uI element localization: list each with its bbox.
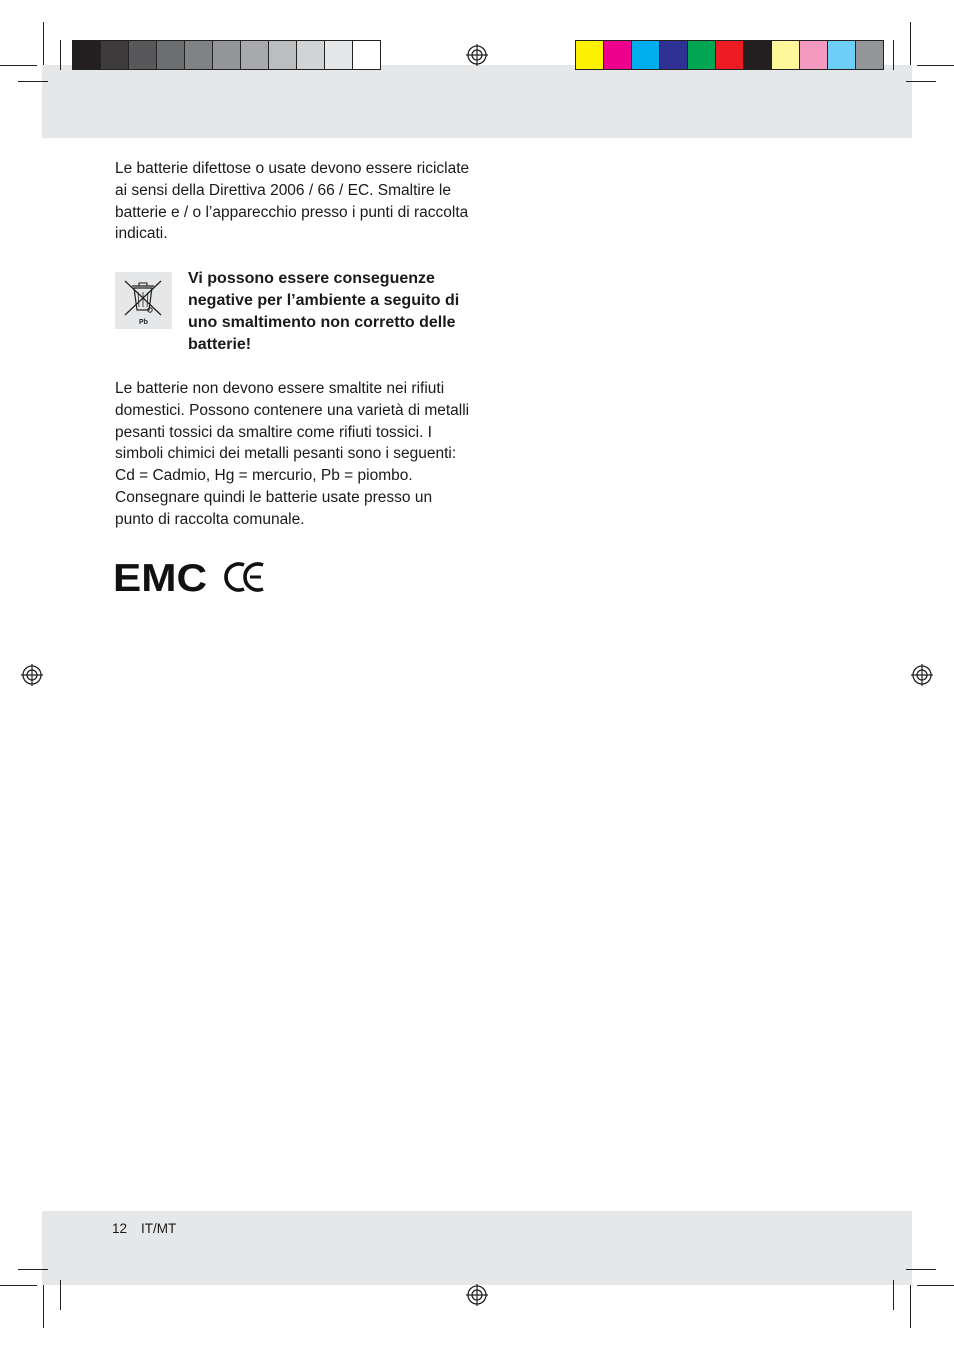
gray-swatch: [184, 40, 213, 70]
gray-swatch: [72, 40, 101, 70]
crossed-out-bin-icon: [115, 272, 172, 329]
color-swatch: [631, 40, 660, 70]
color-swatch: [855, 40, 884, 70]
color-swatch: [603, 40, 632, 70]
gray-swatch: [324, 40, 353, 70]
registration-mark-icon: [466, 1284, 488, 1306]
gray-swatch: [296, 40, 325, 70]
emc-mark: EMC: [113, 560, 207, 596]
color-swatch: [687, 40, 716, 70]
gray-swatch: [268, 40, 297, 70]
color-swatch: [743, 40, 772, 70]
warning-text: Vi possono essere conseguenze negative per l’ambiente a seguito di uno smaltimento non corretto delle batterie!: [188, 270, 460, 353]
pb-label: Pb: [139, 319, 148, 326]
grayscale-color-bar: [72, 40, 380, 70]
color-swatch: [799, 40, 828, 70]
color-swatch: [827, 40, 856, 70]
color-swatch: [715, 40, 744, 70]
ce-mark-icon: [226, 564, 263, 590]
header-band: [42, 65, 912, 138]
page-number: 12: [112, 1221, 128, 1236]
gray-swatch: [212, 40, 241, 70]
registration-mark-icon: [21, 664, 43, 686]
gray-swatch: [240, 40, 269, 70]
registration-mark-icon: [466, 44, 488, 66]
color-swatch: [659, 40, 688, 70]
gray-swatch: [100, 40, 129, 70]
gray-swatch: [156, 40, 185, 70]
battery-disposal-paragraph: Le batterie non devono essere smaltite nei rifiuti domestici. Possono contenere una varietà di metalli pesanti tossici da smaltire come rifiuti tossici. I simboli chimici dei metalli pesanti sono i seguenti: Cd = Cadmio, Hg = mercurio, Pb = piombo. Consegnare quindi le batterie usate presso un punto di raccolta comunale.: [115, 380, 470, 528]
battery-recycling-paragraph: Le batterie difettose o usate devono essere riciclate ai sensi della Direttiva 2006 / 66 / EC. Smaltire le batterie e / o l’apparecchio presso i punti di raccolta indicati.: [115, 160, 470, 243]
language-code: IT/MT: [141, 1221, 177, 1236]
color-swatch: [771, 40, 800, 70]
gray-swatch: [352, 40, 381, 70]
color-swatch: [575, 40, 604, 70]
emc-ce-marks: [113, 560, 273, 596]
registration-mark-icon: [911, 664, 933, 686]
gray-swatch: [128, 40, 157, 70]
process-color-bar: [575, 40, 883, 70]
